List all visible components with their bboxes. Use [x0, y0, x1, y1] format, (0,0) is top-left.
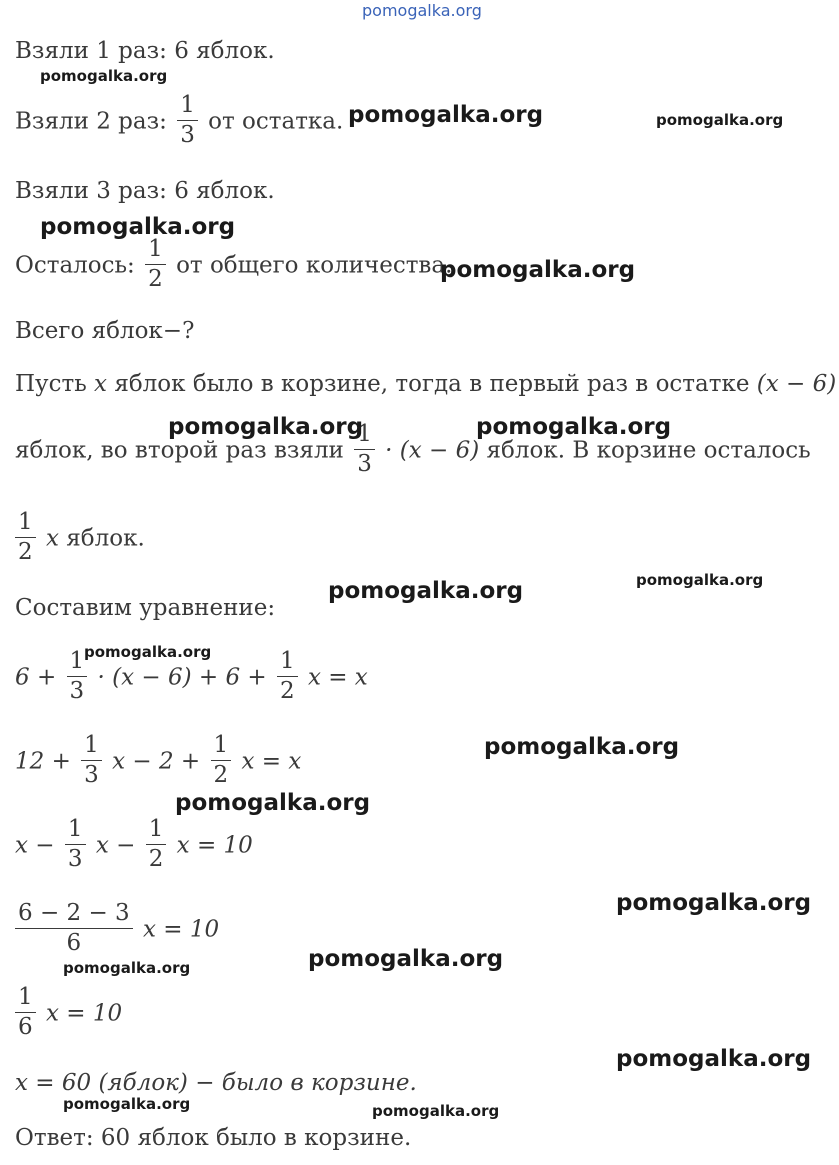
watermark: pomogalka.org — [40, 67, 168, 85]
watermark: pomogalka.org — [84, 643, 212, 661]
equation-label: Составим уравнение: — [15, 595, 276, 621]
watermark: pomogalka.org — [440, 257, 636, 283]
equation-4: $\frac{6 - 2 - 3}{6}$ x = 10 — [15, 904, 219, 957]
watermark: pomogalka.org — [616, 890, 812, 916]
watermark: pomogalka.org — [328, 578, 524, 604]
given-line-2-suffix: от остатка. — [208, 108, 344, 135]
given-line-3: Взяли 3 раз: 6 яблок. — [15, 178, 275, 204]
solution-line-1: Пусть x яблок было в корзине, тогда в первый раз в остатке (x − 6) — [15, 371, 837, 397]
watermark-header[interactable]: pomogalka.org — [362, 1, 482, 20]
fraction-one-half: $\frac{1}{2}$ — [15, 511, 36, 564]
equation-5: $\frac{1}{6}$ x = 10 — [15, 988, 122, 1041]
watermark: pomogalka.org — [476, 414, 672, 440]
remainder-expression: (x − 6) — [756, 371, 837, 397]
given-line-1: Взяли 1 раз: 6 яблок. — [15, 38, 275, 64]
given-line-2 — [15, 92, 344, 149]
watermark: pomogalka.org — [308, 946, 504, 972]
variable-x: x — [94, 371, 108, 397]
watermark: pomogalka.org — [40, 214, 236, 240]
given-line-2-prefix: Взяли 2 раз: — [15, 108, 167, 135]
watermark: pomogalka.org — [348, 102, 544, 128]
watermark: pomogalka.org — [372, 1102, 500, 1120]
equation-3: x − $\frac{1}{3}$ x − $\frac{1}{2}$ x = 10 — [15, 816, 253, 872]
given-line-4-suffix: от общего количества. — [176, 252, 453, 279]
watermark: pomogalka.org — [656, 111, 784, 129]
solution-line-3: $\frac{1}{2}$ x яблок. — [15, 513, 145, 566]
answer-line: Ответ: 60 яблок было в корзине. — [15, 1125, 412, 1151]
watermark: pomogalka.org — [616, 1046, 812, 1072]
question-line: Всего яблок−? — [15, 318, 195, 344]
equation-1: 6 + $\frac{1}{3}$ · (x − 6) + 6 + $\frac{1}{2}$ x = x — [15, 648, 368, 704]
watermark: pomogalka.org — [63, 959, 191, 977]
watermark: pomogalka.org — [484, 734, 680, 760]
solution-line-2: яблок, во второй раз взяли $\frac{1}{3}$ · (x − 6) яблок. В корзине осталось — [15, 421, 811, 477]
equation-2: 12 + $\frac{1}{3}$ x − 2 + $\frac{1}{2}$ x = x — [15, 732, 302, 788]
watermark: pomogalka.org — [175, 790, 371, 816]
watermark: pomogalka.org — [168, 414, 364, 440]
given-line-4-prefix: Осталось: — [15, 252, 135, 279]
equation-6: x = 60 (яблок) − было в корзине. — [15, 1070, 417, 1096]
fraction-one-third: $\frac{1}{3}$ — [354, 423, 375, 476]
watermark: pomogalka.org — [636, 571, 764, 589]
fraction-one-third: $\frac{1}{3}$ — [177, 94, 198, 147]
watermark: pomogalka.org — [63, 1095, 191, 1113]
given-line-4 — [15, 236, 453, 293]
fraction-one-half: $\frac{1}{2}$ — [145, 238, 166, 291]
